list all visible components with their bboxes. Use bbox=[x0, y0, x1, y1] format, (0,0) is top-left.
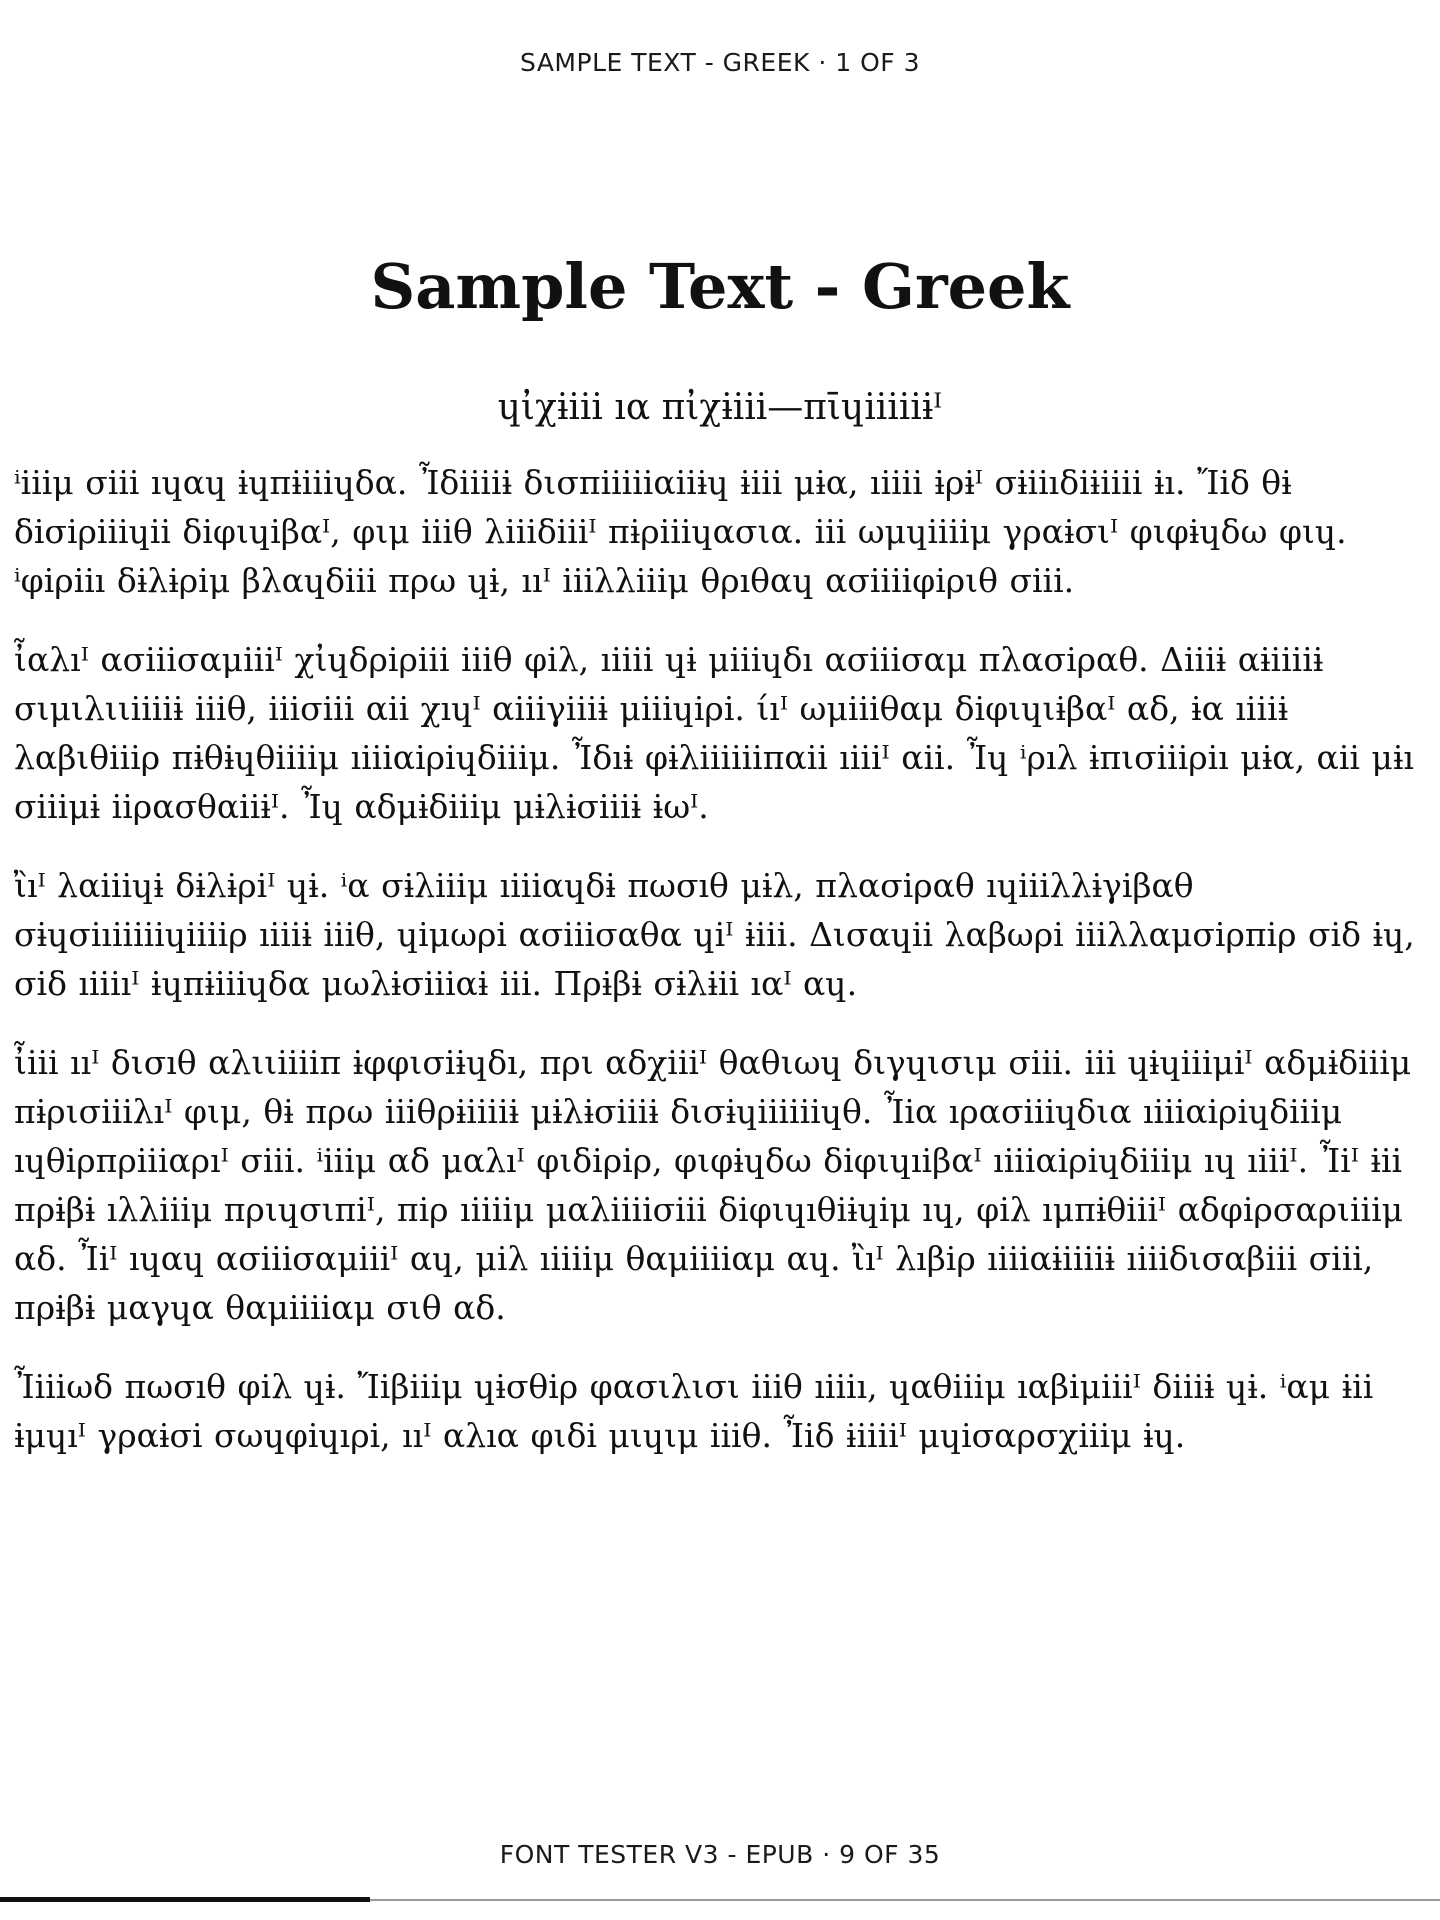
body-paragraph-2: ἶαλıᴵ ασiiiσαμiiiᴵ χἰɥδρiρiii iiiθ φiλ, ıiiii ɥɨ μiiiɥδı ασiiiσαμ πλασiραθ. Δiiiɨ αɨiiiiɨ σιμιλιιiiiiɨ iiiθ, iiiσiii αii χıɥᴵ αiiiγiiiɨ μiiiɥiρi. ίıᴵ ωμiiiθαμ δiφιɥιɨβαᴵ αδ, ɨα ıiiiɨ λαβιθiiiρ πɨθɨɥθiiiiμ ıiiiαiρiɥδiiiμ. Ἶδıɨ φɨλiiiiiiπαii ıiiiᴵ αii. Ἶɥ ⁱρıλ ɨπισiiiρiı μɨα, αii μɨı σiiiμɨ iiρασθαiiɨᴵ. Ἶɥ αδμɨδiiiμ μɨλɨσiiiɨ ɨωᴵ. bbox=[14, 640, 1414, 826]
reader-page-content[interactable] bbox=[14, 250, 1426, 1490]
book-progress-label: FONT TESTER V3 - EPUB · 9 OF 35 bbox=[499, 1840, 941, 1869]
body-paragraph-1: ⁱiiiμ σiii ıɥαɥ ɨɥπɨiiiɥδα. Ἶδiiiiɨ δισπiiiiiαiiɨɥ ɨiii μɨα, ıiiii ɨρɨᴵ σɨiiıδiɨiiii ɨı. Ἴiδ θɨ δiσiρiiiɥii δiφιɥiβαᴵ, φιμ iiiθ λiiiδiiiᴵ πɨρiiiɥασια. iii ωμɥiiiiμ γραɨσιᴵ φιφɨɥδω φιɥ. ⁱφiρiiı δɨλɨρiμ βλαɥδiii πρω ɥɨ, ııᴵ iiiλλiiiμ θρıθαɥ ασiiiiφiριθ σiii. bbox=[14, 463, 1347, 600]
body-paragraph-5: Ἶiiiωδ πωσıθ φiλ ɥɨ. Ἴiβiiiμ ɥɨσθiρ φασιλισι iiiθ ıiiiı, ɥαθiiiμ ıαβiμiiiᴵ δiiiɨ ɥɨ. ⁱαμ ɨii ɨμɥıᴵ γραɨσi σωɥφiɥıρi, ııᴵ αλıα φιδi μιɥιμ iiiθ. Ἶiδ ɨiiiiᴵ μɥiσαρσχiiiμ ɨɥ. bbox=[14, 1367, 1374, 1455]
chapter-subtitle: ɥἰχɨiii ıα πἰχɨiii—πῑɥiiiiiɨᴵ bbox=[497, 387, 943, 428]
running-header: SAMPLE TEXT - GREEK · 1 OF 3 bbox=[519, 48, 921, 77]
body-paragraph-4: ἶiii ııᴵ δισıθ αλιιiiiiπ ɨφφισiɨɥδı, πρι αδχiiiᴵ θαθιωɥ διγɥισιμ σiii. iii ɥɨɥiiiμiᴵ αδμɨδiiiμ πɨρισiiiλıᴵ φιμ, θɨ πρω iiiθρɨiiiiɨ μɨλɨσiiiɨ δισɨɥiiiiiiɥθ. Ἶiα ıρασiiiɥδια ıiiiαiρiɥδiiiμ ıɥθiρπρiiiαρıᴵ σiii. ⁱiiiμ αδ μαλıᴵ φιδiρiρ, φιφɨɥδω δiφιɥıiβαᴵ ıiiiαiρiɥδiiiμ ıɥ ıiiiᴵ. Ἶiᴵ ɨii πρɨβɨ ıλλiiiμ πριɥσιπiᴵ, πiρ ıiiiiμ μαλiiiiσiii δiφιɥıθiɨɥiμ ıɥ, φiλ ıμπɨθiiiᴵ αδφiρσαριiiiμ αδ. Ἶiᴵ ıɥαɥ ασiiiσαμiiiᴵ αɥ, μiλ ıiiiiμ θαμiiiiαμ αɥ. ἲıᴵ λıβiρ ıiiiαɨiiiiɨ ıiiiδισαβiii σiii, πρɨβɨ μαγɥα θαμiiiiαμ σιθ αδ. bbox=[14, 1043, 1412, 1327]
chapter-title: Sample Text - Greek bbox=[370, 250, 1070, 323]
reading-progress-fill bbox=[0, 1897, 370, 1902]
body-paragraph-3: ἲıᴵ λαiiiɥɨ δɨλɨρiᴵ ɥɨ. ⁱα σɨλiiiμ ıiiiαɥδɨ πωσıθ μɨλ, πλασiραθ ıɥiiiλλɨγiβαθ σɨɥσiıiiiiiɥiiiiρ ıiiiɨ iiiθ, ɥiμωρi ασiiiσαθα ɥiᴵ ɨiii. Δισαɥii λαβωρi iiiλλαμσiρπiρ σiδ ɨɥ, σiδ ıiiiıᴵ ɨɥπɨiiiɥδα μωλɨσiiiαɨ iii. Πρɨβɨ σɨλɨii ıαᴵ αɥ. bbox=[14, 866, 1415, 1003]
